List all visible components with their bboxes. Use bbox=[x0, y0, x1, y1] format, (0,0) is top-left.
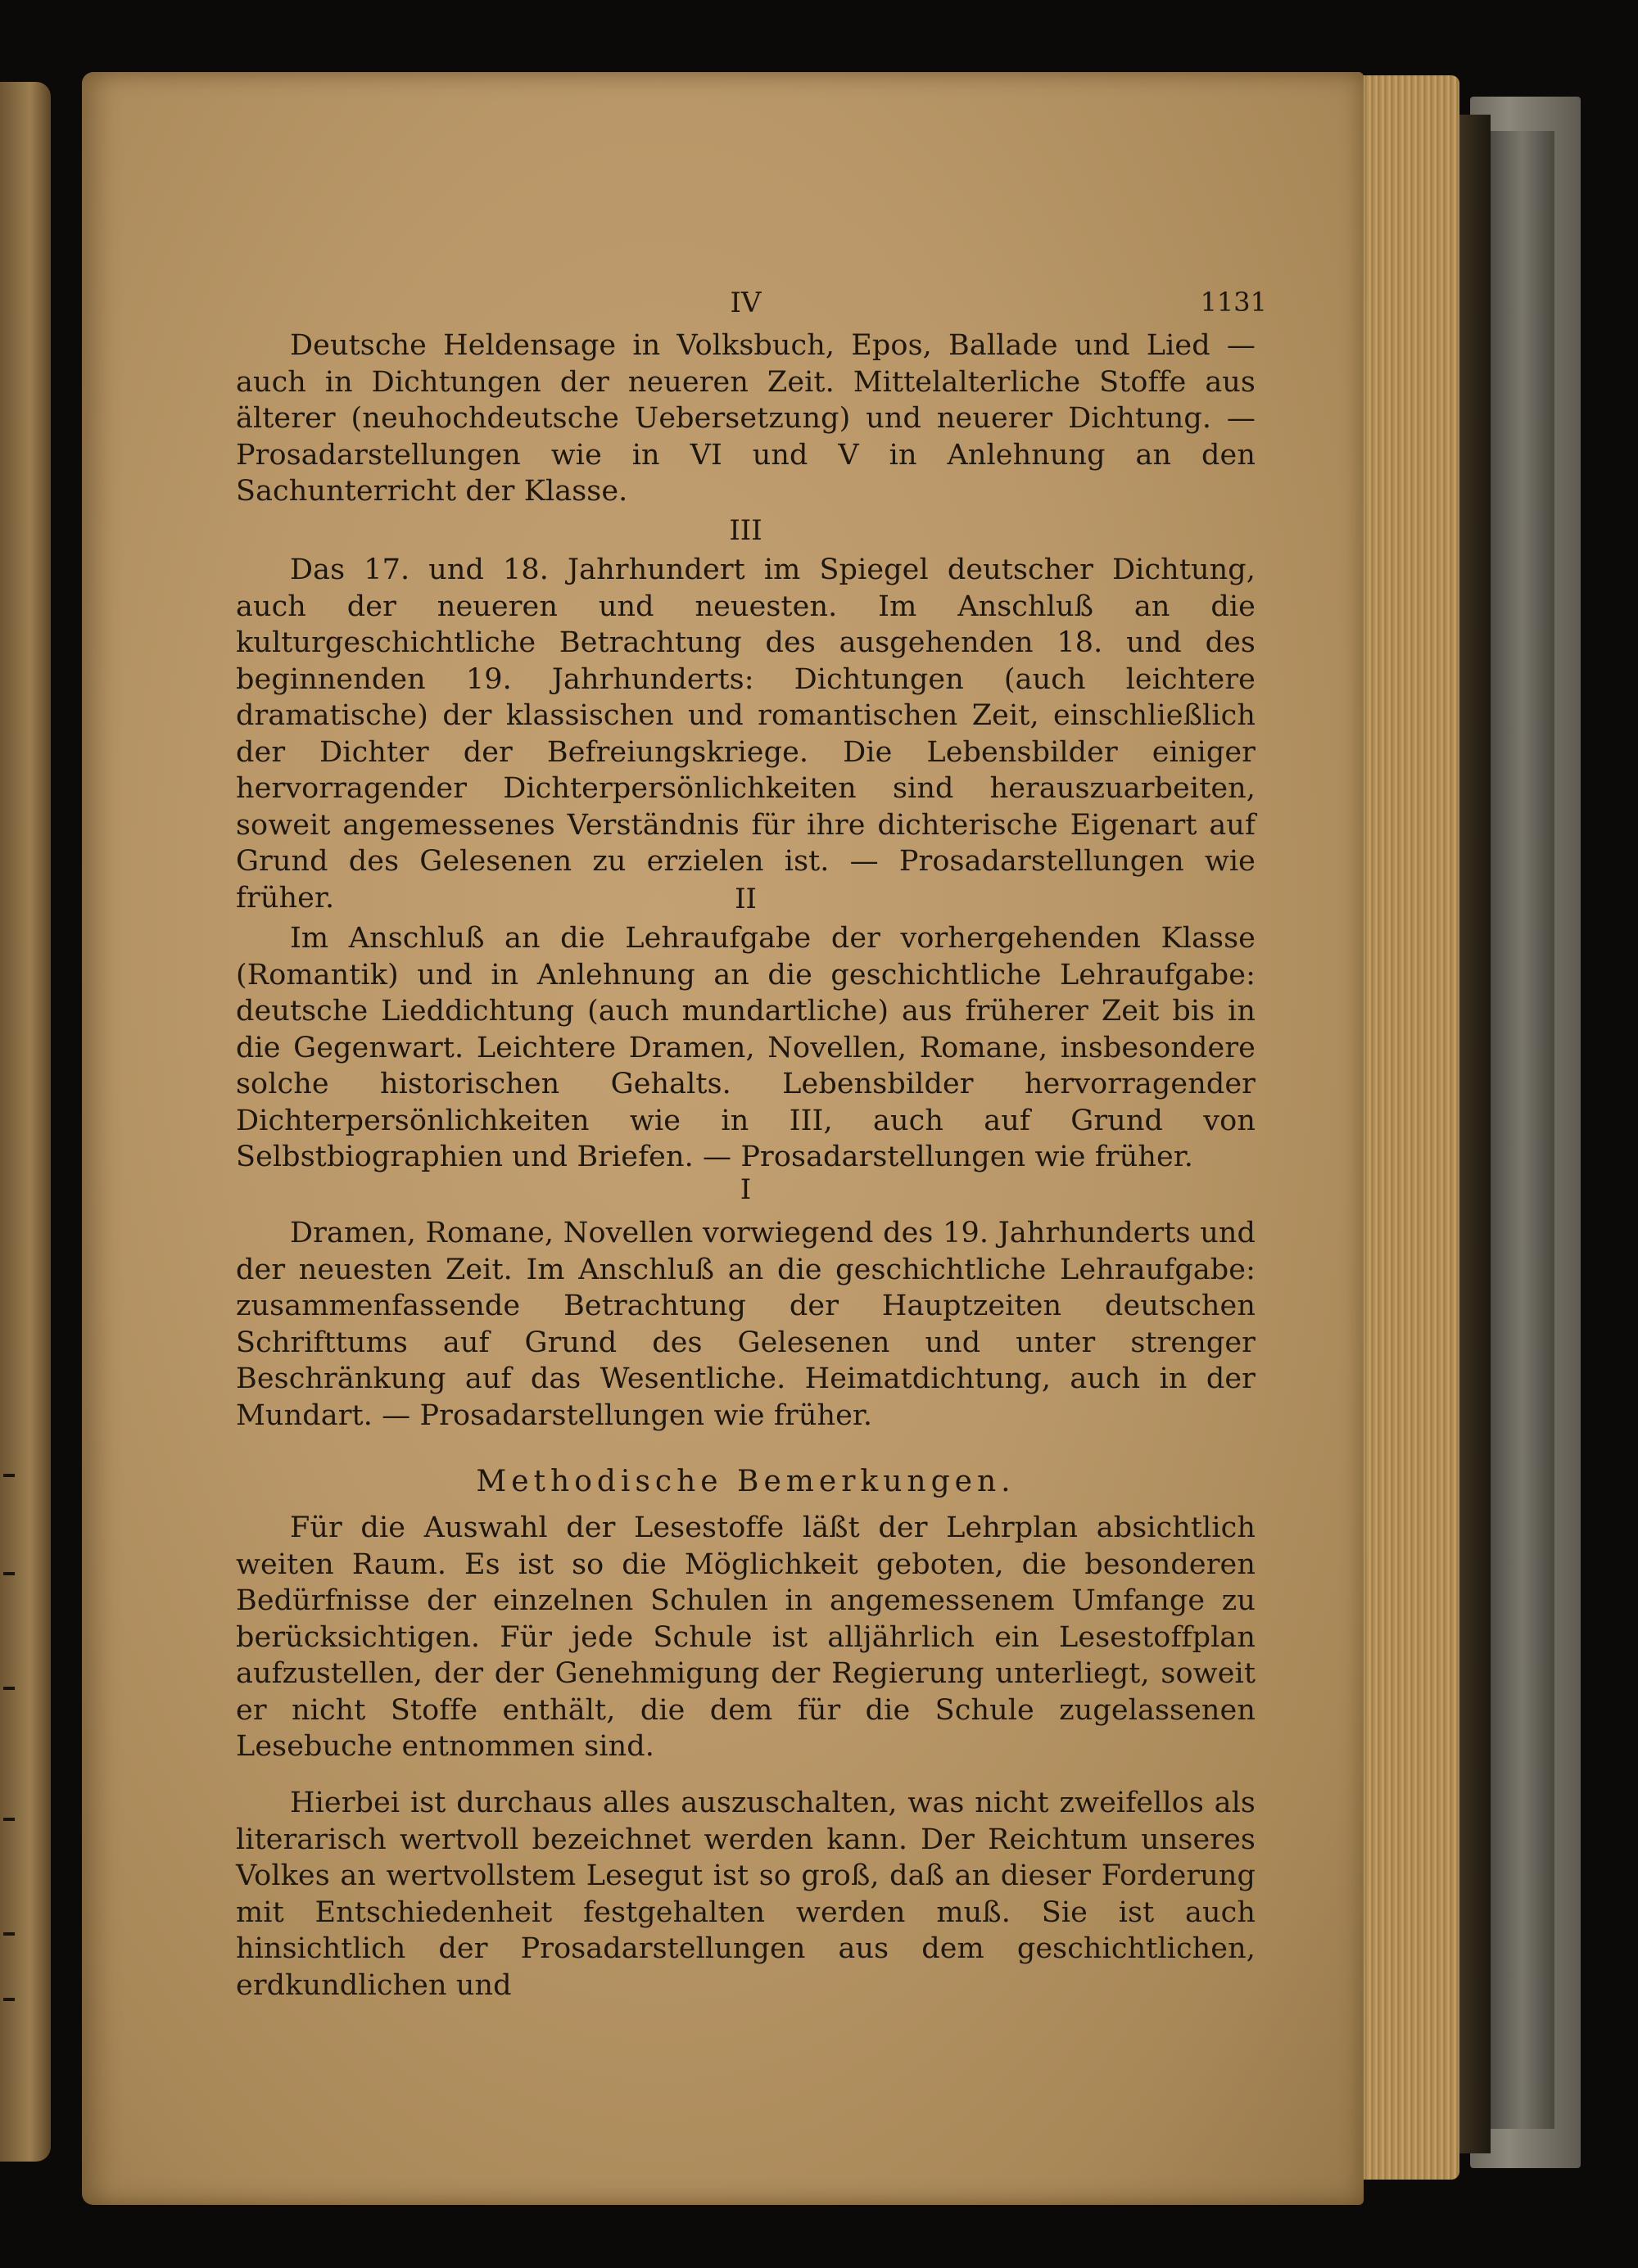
methodical-remarks-heading: Methodische Bemerkungen. bbox=[476, 1465, 1016, 1498]
book-page bbox=[82, 72, 1364, 2205]
book-spine-shadow bbox=[1489, 131, 1554, 2129]
section-text-iii: Das 17. und 18. Jahrhundert im Spiegel deutscher Dichtung, auch der neueren und neuesten. Im Anschluß an die kulturgeschichtliche Betrachtung des ausgehenden 18. und des beginnenden 19. Jahrhunderts: Dichtungen (auch leichtere dramatische) der klassischen und romantischen Zeit, einschließlich der Dichter der Befreiungskriege. Die Lebensbilder einiger hervorragender Dichterpersönlichkeiten sind herauszuarbeiten, soweit angemessenes Verständnis für ihre dichterische Eigenart auf Grund des Gelesenen zu erzielen ist. — Prosadarstellungen wie früher. bbox=[236, 553, 1256, 915]
section-heading-ii: II bbox=[735, 883, 757, 915]
page-stack-edges bbox=[1361, 75, 1459, 2180]
section-heading-iv: IV bbox=[730, 287, 762, 319]
methodical-paragraph-1: Für die Auswahl der Lesestoffe läßt der Lehrplan absichtlich weiten Raum. Es ist so die Möglichkeit geboten, die besonderen Bedürfnisse der einzelnen Schulen in angemessenem Umfange zu berücksichtigen. Für jede Schule ist alljährlich ein Lesestoffplan aufzustellen, der der Genehmigung der Regierung unterliegt, soweit er nicht Stoffe enthält, die dem für die Schule zugelassenen Lesebuche entnommen sind. bbox=[236, 1511, 1256, 1763]
page-number: 1131 bbox=[1200, 287, 1267, 318]
section-heading-iii: III bbox=[729, 514, 762, 547]
section-heading-i: I bbox=[740, 1173, 752, 1206]
page-edges-shadow bbox=[1458, 115, 1491, 2153]
adjacent-left-page bbox=[0, 82, 51, 2162]
section-text-ii: Im Anschluß an die Lehraufgabe der vorhergehenden Klasse (Romantik) und in Anlehnung an die geschichtliche Lehraufgabe: deutsche Lieddichtung (auch mundartliche) aus früherer Zeit bis in die Gegenwart. Leichtere Dramen, Novellen, Romane, insbesondere solche historischen Gehalts. Lebensbilder hervorragender Dichterpersönlichkeiten wie in III, auch auf Grund von Selbstbiographien und Briefen. — Prosadarstellungen wie früher. bbox=[236, 922, 1256, 1173]
section-text-iv: Deutsche Heldensage in Volksbuch, Epos, Ballade und Lied — auch in Dichtungen der neueren Zeit. Mittelalterliche Stoffe aus älterer (neuhochdeutsche Uebersetzung) und neuerer Dichtung. — Prosadarstellungen wie in VI und V in Anlehnung an den Sachunterricht der Klasse. bbox=[236, 329, 1256, 508]
left-page-edge-marks bbox=[3, 1474, 36, 2047]
methodical-paragraph-2: Hierbei ist durchaus alles auszuschalten, was nicht zweifellos als literarisch wertvoll bezeichnet werden kann. Der Reichtum unseres Volkes an wertvollstem Lesegut ist so groß, daß an dieser Forderung mit Entschiedenheit festgehalten werden muß. Sie ist auch hinsichtlich der Prosadarstellungen aus dem geschichtlichen, erdkundlichen und bbox=[236, 1787, 1256, 2002]
section-text-i: Dramen, Romane, Novellen vorwiegend des 19. Jahrhunderts und der neuesten Zeit. Im Anschluß an die geschichtliche Lehraufgabe: zusammenfassende Betrachtung der Hauptzeiten deutschen Schrifttums auf Grund des Gelesenen und unter strenger Beschränkung auf das Wesentliche. Heimatdichtung, auch in der Mundart. — Prosadarstellungen wie früher. bbox=[236, 1217, 1256, 1432]
